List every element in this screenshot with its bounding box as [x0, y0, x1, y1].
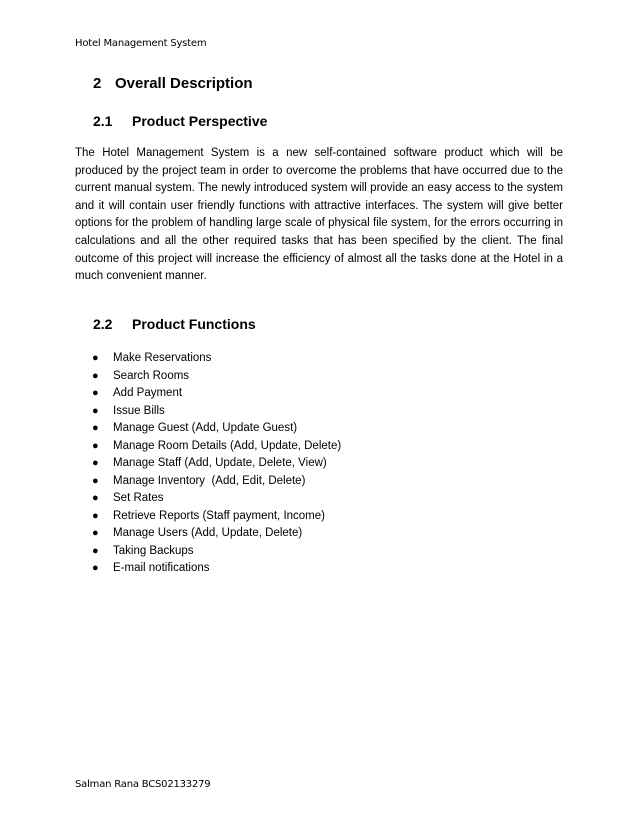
- list-item: ● Manage Guest (Add, Update Guest): [91, 420, 341, 438]
- bullet-icon: ●: [92, 474, 99, 487]
- list-item: ● Set Rates: [91, 490, 341, 508]
- list-item: ● E-mail notifications: [91, 560, 341, 578]
- list-item: ● Add Payment: [91, 385, 341, 403]
- list-item: ● Issue Bills: [91, 403, 341, 421]
- bullet-icon: ●: [92, 457, 99, 469]
- running-footer: Salman Rana BCS02133279: [75, 779, 211, 790]
- bullet-icon: ●: [92, 352, 99, 364]
- list-item: ● Manage Room Details (Add, Update, Delete): [91, 438, 341, 456]
- product-perspective-paragraph: The Hotel Management System is a new self-contained software product which will be produced by the project team in order to overcome the problems that have occurred due to the current manual system. The newly introduced system will provide an easy access to the system and it will contain user friendly functions with attractive interfaces. The system will give better options for the problem of handling large scale of physical file system, for the errors occurring in calculations and all the other required tasks that has been specified by the client. The final outcome of this project will increase the efficiency of almost all the tasks done at the Hotel in a much convenient manner.: [75, 147, 563, 283]
- list-item: ● Make Reservations: [91, 350, 341, 368]
- bullet-icon: ●: [92, 562, 99, 574]
- list-item: ● Search Rooms: [91, 368, 341, 386]
- bullet-icon: ●: [92, 404, 99, 417]
- subsection-heading-product-functions: [93, 316, 256, 332]
- section-heading: [93, 75, 253, 92]
- bullet-icon: ●: [92, 492, 99, 504]
- running-header: Hotel Management System: [75, 38, 207, 49]
- bullet-icon: ●: [92, 509, 99, 522]
- subsection-number: 2.1: [93, 113, 113, 129]
- list-item: ● Manage Staff (Add, Update, Delete, View): [91, 455, 341, 473]
- section-title: Overall Description: [115, 75, 253, 92]
- list-item: ● Manage Inventory (Add, Edit, Delete): [91, 473, 341, 491]
- list-item: ● Retrieve Reports (Staff payment, Income): [91, 508, 341, 526]
- subsection-heading-product-perspective: [93, 113, 267, 129]
- product-functions-list: [91, 350, 341, 578]
- list-item: ● Manage Users (Add, Update, Delete): [91, 525, 341, 543]
- bullet-icon: ●: [92, 387, 99, 399]
- section-number: 2: [93, 75, 102, 92]
- list-item: ● Taking Backups: [91, 543, 341, 561]
- bullet-icon: ●: [92, 527, 99, 539]
- bullet-icon: ●: [92, 439, 99, 452]
- bullet-icon: ●: [92, 369, 99, 382]
- subsection-title: Product Perspective: [132, 113, 268, 129]
- subsection-title: Product Functions: [132, 316, 256, 332]
- bullet-icon: ●: [92, 544, 99, 557]
- bullet-icon: ●: [92, 422, 99, 434]
- subsection-number: 2.2: [93, 316, 113, 332]
